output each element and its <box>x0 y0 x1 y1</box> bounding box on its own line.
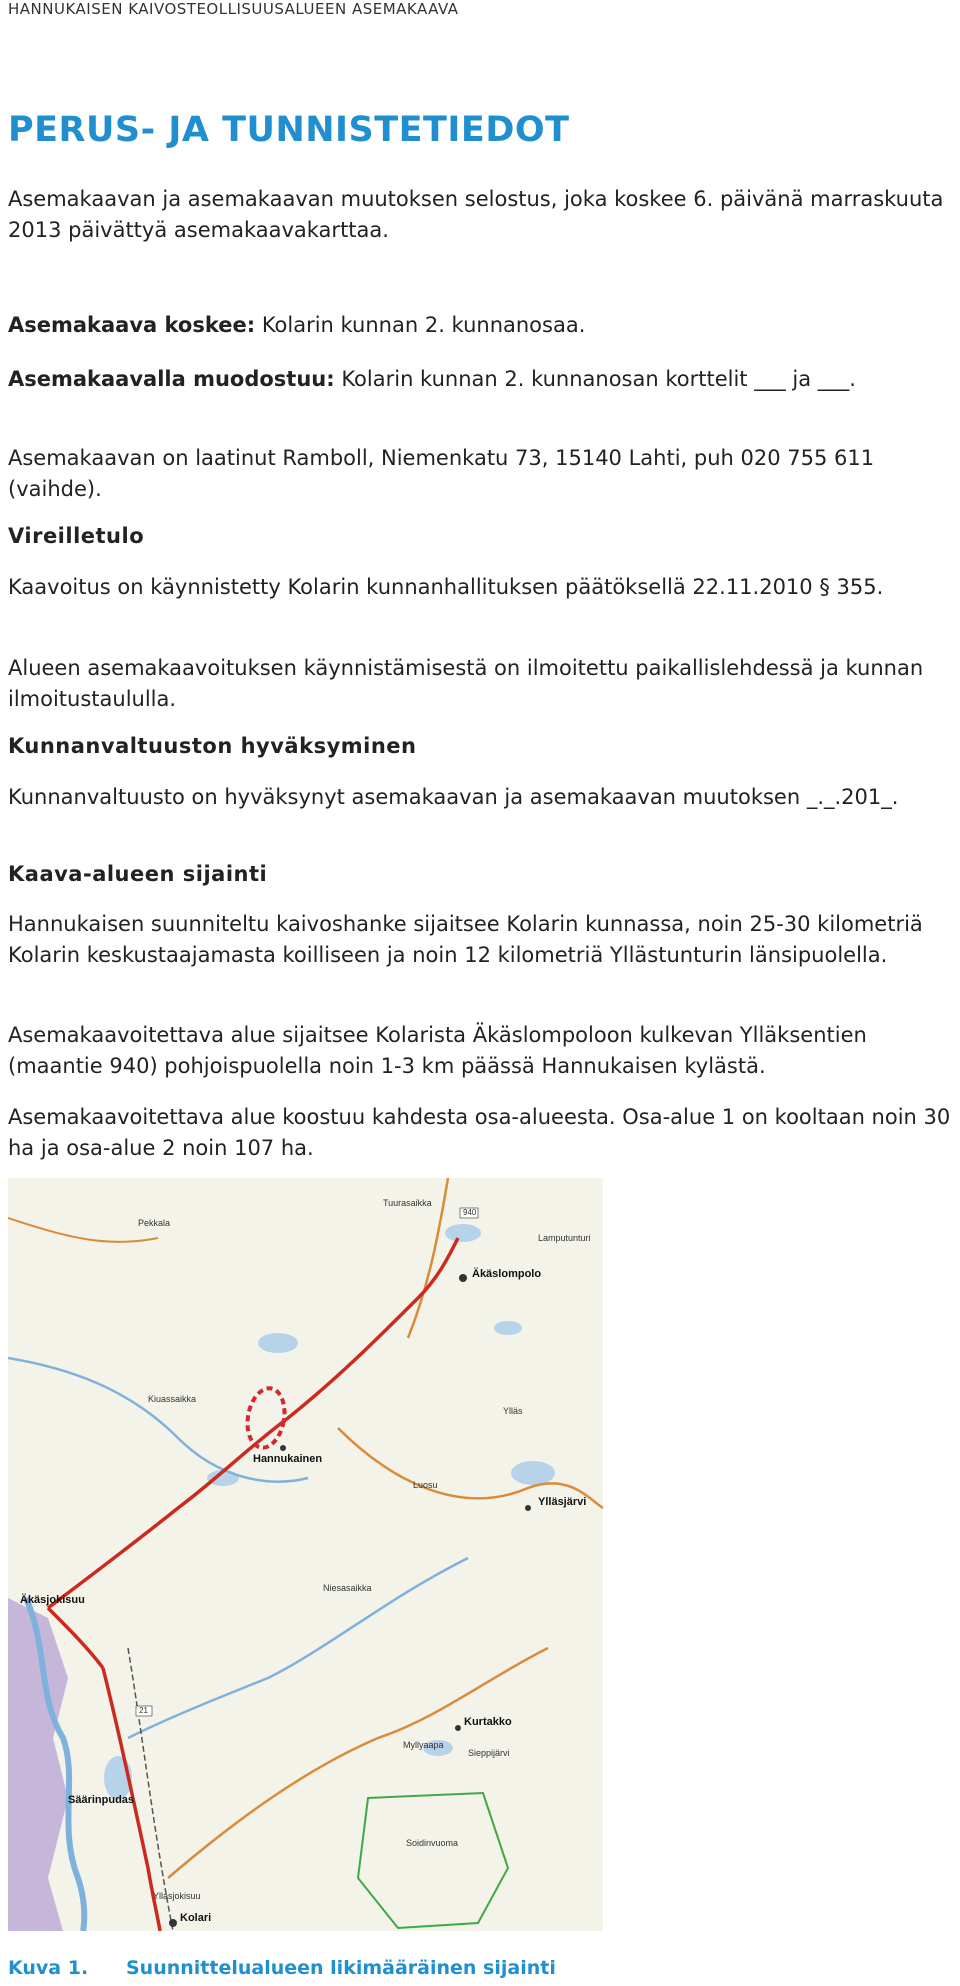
lake <box>445 1224 481 1242</box>
village-dot <box>455 1725 461 1731</box>
muodostuu-text: Kolarin kunnan 2. kunnanosan korttelit ___ ja ___. <box>334 367 856 391</box>
lake <box>494 1321 522 1335</box>
sijainti-paragraph-3: Asemakaavoitettava alue koostuu kahdesta osa-alueesta. Osa-alue 1 on kooltaan noin 30 ha ja osa-alue 2 noin 107 ha. <box>8 1105 951 1160</box>
vireilletulo-heading: Vireilletulo <box>8 524 145 548</box>
figure-caption <box>8 1957 556 1979</box>
koskee-label: Asemakaava koskee: <box>8 313 256 337</box>
koskee-paragraph <box>8 310 953 341</box>
map-label-kolari: Kolari <box>180 1912 212 1924</box>
sijainti-heading: Kaava-alueen sijainti <box>8 862 268 886</box>
vireilletulo-paragraph-1: Kaavoitus on käynnistetty Kolarin kunnanhallituksen päätöksellä 22.11.2010 § 355. <box>8 575 884 599</box>
map-label-lamputunturi: Lamputunturi <box>538 1233 591 1243</box>
village-dot <box>280 1445 286 1451</box>
sijainti-paragraph-1: Hannukaisen suunniteltu kaivoshanke sijaitsee Kolarin kunnassa, noin 25-30 kilometriä Kolarin keskustaajamasta koilliseen ja noin 12 kilometriä Yllästunturin länsipuolella. <box>8 912 923 967</box>
map-label-kurtakko: Kurtakko <box>464 1716 512 1728</box>
lake <box>511 1461 555 1485</box>
map-label-akasjokisuu: Äkäsjokisuu <box>20 1594 85 1606</box>
map-label-niesasaikka: Niesasaikka <box>323 1583 372 1593</box>
lake <box>258 1333 298 1353</box>
page-title: PERUS- JA TUNNISTETIEDOT <box>8 110 570 150</box>
running-header: HANNUKAISEN KAIVOSTEOLLISUUSALUEEN ASEMAKAAVA <box>8 0 459 18</box>
map-label-sieppijarvi: Sieppijärvi <box>468 1748 510 1758</box>
koskee-text: Kolarin kunnan 2. kunnanosaa. <box>255 313 586 337</box>
map-label-tuurasaikka: Tuurasaikka <box>383 1198 432 1208</box>
muodostuu-paragraph <box>8 364 953 395</box>
muodostuu-label: Asemakaavalla muodostuu: <box>8 367 335 391</box>
map-label-myllyaapa: Myllyaapa <box>403 1740 444 1750</box>
village-dot <box>459 1274 467 1282</box>
map-label-luosu: Luosu <box>413 1480 438 1490</box>
map-drawing <box>8 1178 603 1931</box>
map-label-pekkala: Pekkala <box>138 1218 171 1228</box>
hyvaksyminen-paragraph: Kunnanvaltuusto on hyväksynyt asemakaavan ja asemakaavan muutoksen _._.201_. <box>8 785 899 809</box>
map-label-road-940: 940 <box>463 1208 477 1217</box>
map-label-sairinpudas: Säärinpudas <box>68 1794 135 1806</box>
location-map <box>8 1178 603 1931</box>
figure-caption-text: Suunnittelualueen likimääräinen sijainti <box>126 1957 556 1979</box>
map-label-yllasjarvi: Ylläsjärvi <box>538 1496 587 1508</box>
map-label-akaslompolo: Äkäslompolo <box>472 1268 542 1280</box>
map-label-kiuassaikka: Kiuassaikka <box>148 1394 197 1404</box>
sijainti-paragraph-2: Asemakaavoitettava alue sijaitsee Kolarista Äkäslompoloon kulkevan Ylläksentien (maantie 940) pohjoispuolella noin 1-3 km päässä Hannukaisen kylästä. <box>8 1023 867 1078</box>
map-label-yllas: Ylläs <box>503 1406 523 1416</box>
map-label-hannukainen: Hannukainen <box>253 1453 323 1465</box>
figure-number: Kuva 1. <box>8 1957 89 1979</box>
map-label-soidinvuoma: Soidinvuoma <box>406 1838 459 1848</box>
village-dot <box>169 1919 177 1927</box>
village-dot <box>525 1505 531 1511</box>
vireilletulo-paragraph-2: Alueen asemakaavoituksen käynnistämisestä on ilmoitettu paikallislehdessä ja kunnan ilmoitustaululla. <box>8 656 924 711</box>
hyvaksyminen-heading: Kunnanvaltuuston hyväksyminen <box>8 734 417 758</box>
map-background <box>8 1178 603 1931</box>
map-label-road-21: 21 <box>139 1706 148 1715</box>
map-label-yllasjokisuu: Yllasjokisuu <box>153 1891 201 1901</box>
intro-paragraph: Asemakaavan ja asemakaavan muutoksen selostus, joka koskee 6. päivänä marraskuuta 2013 päivättyä asemakaavakarttaa. <box>8 187 944 242</box>
laatija-paragraph: Asemakaavan on laatinut Ramboll, Niemenkatu 73, 15140 Lahti, puh 020 755 611 (vaihde). <box>8 446 875 501</box>
